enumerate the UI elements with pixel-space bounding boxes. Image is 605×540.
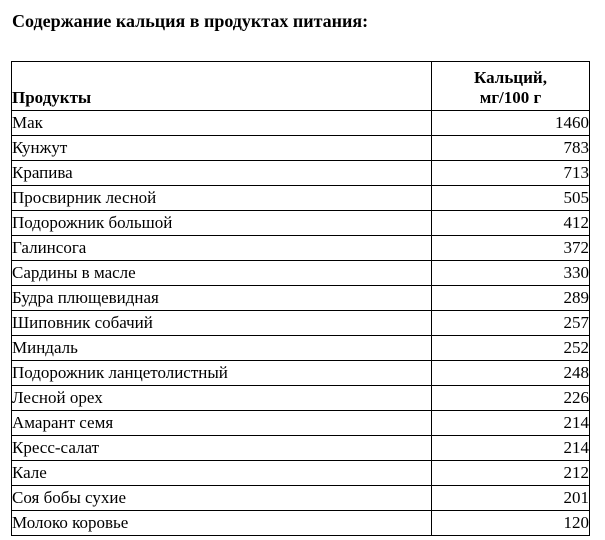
product-name-cell: Миндаль bbox=[12, 336, 432, 361]
table-row bbox=[12, 461, 590, 486]
product-name-cell: Лесной орех bbox=[12, 386, 432, 411]
calcium-value-cell: 201 bbox=[432, 486, 590, 511]
product-name-cell: Молоко коровье bbox=[12, 511, 432, 536]
calcium-value-cell: 252 bbox=[432, 336, 590, 361]
product-name-cell: Амарант семя bbox=[12, 411, 432, 436]
calcium-value-cell: 257 bbox=[432, 311, 590, 336]
calcium-value-cell: 120 bbox=[432, 511, 590, 536]
product-name-cell: Крапива bbox=[12, 161, 432, 186]
calcium-value-cell: 505 bbox=[432, 186, 590, 211]
page-title: Содержание кальция в продуктах питания: bbox=[12, 11, 369, 31]
table-row bbox=[12, 386, 590, 411]
calcium-value-cell: 214 bbox=[432, 436, 590, 461]
table-row bbox=[12, 286, 590, 311]
table-row bbox=[12, 361, 590, 386]
header-product: Продукты bbox=[12, 62, 432, 111]
calcium-value-cell: 289 bbox=[432, 286, 590, 311]
product-name-cell: Соя бобы сухие bbox=[12, 486, 432, 511]
header-calcium-line2: мг/100 г bbox=[479, 88, 542, 107]
calcium-table bbox=[11, 61, 590, 536]
product-name-cell: Подорожник ланцетолистный bbox=[12, 361, 432, 386]
product-name-cell: Галинсога bbox=[12, 236, 432, 261]
table-row bbox=[12, 186, 590, 211]
calcium-value-cell: 330 bbox=[432, 261, 590, 286]
table-body bbox=[12, 111, 590, 536]
table-row bbox=[12, 111, 590, 136]
table-row bbox=[12, 311, 590, 336]
calcium-value-cell: 248 bbox=[432, 361, 590, 386]
table-row bbox=[12, 511, 590, 536]
calcium-value-cell: 212 bbox=[432, 461, 590, 486]
calcium-value-cell: 412 bbox=[432, 211, 590, 236]
product-name-cell: Кресс-салат bbox=[12, 436, 432, 461]
table-row bbox=[12, 436, 590, 461]
calcium-value-cell: 226 bbox=[432, 386, 590, 411]
table-row bbox=[12, 161, 590, 186]
product-name-cell: Кунжут bbox=[12, 136, 432, 161]
table-row bbox=[12, 411, 590, 436]
table-header-row bbox=[12, 62, 590, 111]
table-row bbox=[12, 236, 590, 261]
product-name-cell: Шиповник собачий bbox=[12, 311, 432, 336]
product-name-cell: Подорожник большой bbox=[12, 211, 432, 236]
table-row bbox=[12, 136, 590, 161]
table-row bbox=[12, 211, 590, 236]
product-name-cell: Будра плющевидная bbox=[12, 286, 432, 311]
header-calcium bbox=[432, 62, 590, 111]
product-name-cell: Просвирник лесной bbox=[12, 186, 432, 211]
calcium-value-cell: 1460 bbox=[432, 111, 590, 136]
table-row bbox=[12, 336, 590, 361]
calcium-value-cell: 372 bbox=[432, 236, 590, 261]
table-row bbox=[12, 261, 590, 286]
product-name-cell: Мак bbox=[12, 111, 432, 136]
calcium-value-cell: 783 bbox=[432, 136, 590, 161]
calcium-value-cell: 214 bbox=[432, 411, 590, 436]
header-calcium-line1: Кальций, bbox=[474, 68, 547, 87]
product-name-cell: Сардины в масле bbox=[12, 261, 432, 286]
table-row bbox=[12, 486, 590, 511]
product-name-cell: Кале bbox=[12, 461, 432, 486]
calcium-value-cell: 713 bbox=[432, 161, 590, 186]
